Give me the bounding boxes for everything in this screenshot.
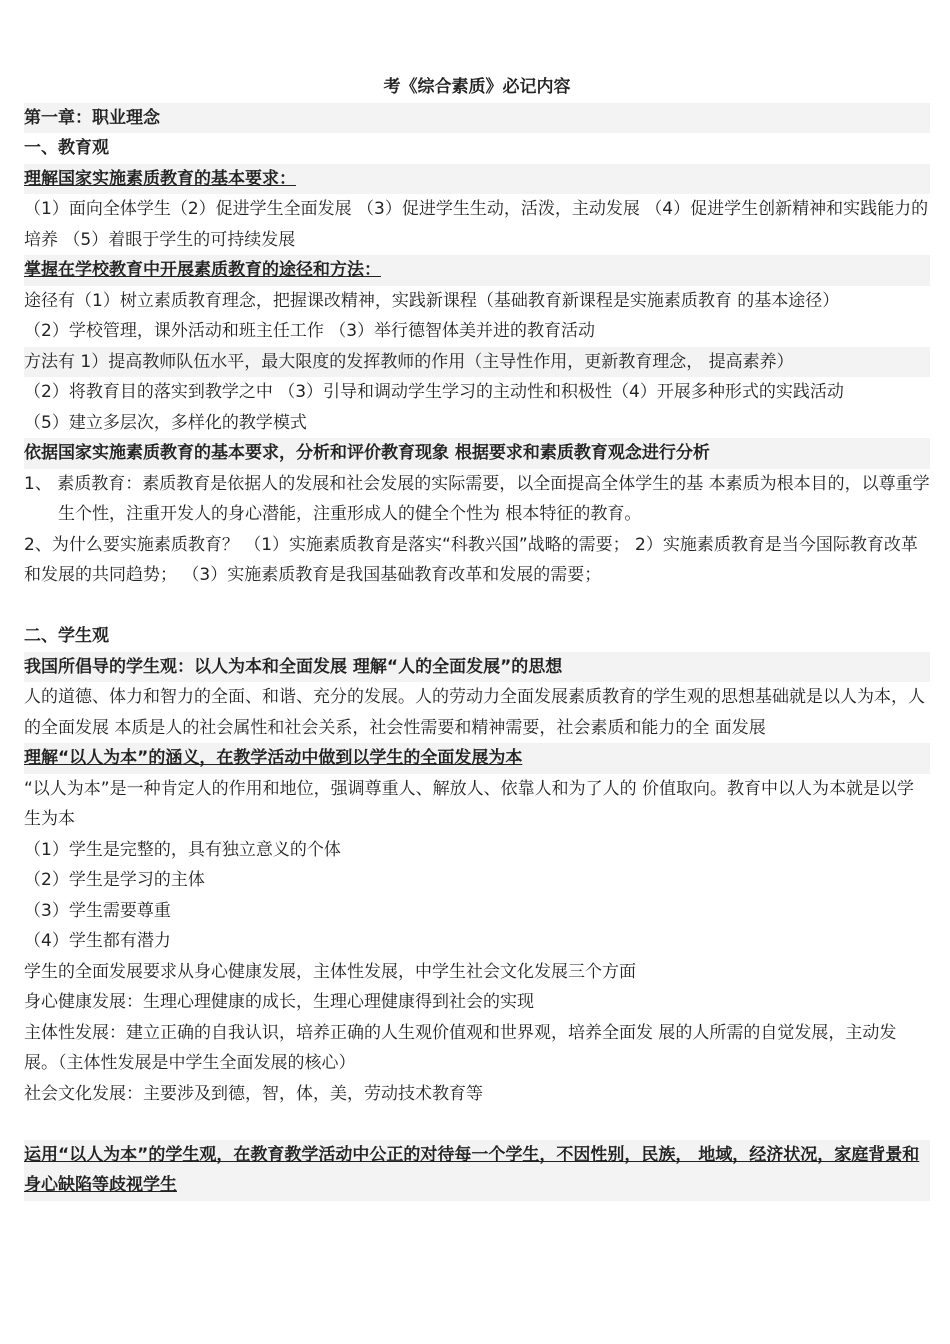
document-title: 考《综合素质》必记内容 [383, 77, 571, 97]
document-body [24, 72, 930, 1201]
paragraph-social-culture: 社会文化发展：主要涉及到德，智，体，美，劳动技术教育等 [24, 1083, 483, 1104]
subheading-fair-treatment: 运用“以人为本”的学生观，在教育教学活动中公正的对待每一个学生，不因性别，民族， 地域，经济状况，家庭背景和身心缺陷等歧视学生 [24, 1140, 930, 1201]
section-heading-student: 二、学生观 [24, 626, 109, 646]
paragraph-ways-2: （2）学校管理，课外活动和班主任工作 （3）举行德智体美并进的教育活动 [24, 321, 596, 341]
list-item-point-2: （2）学生是学习的主体 [24, 870, 205, 890]
list-item-point-4: （4）学生都有潜力 [24, 931, 171, 951]
paragraph-all-round-development: 人的道德、体力和智力的全面、和谐、充分的发展。人的劳动力全面发展素质教育的学生观的思想基础就是以人为本，人的全面发展 本质是人的社会属性和社会关系，社会性需要和精神需要，社会素质和能力的全 面发展 [24, 687, 925, 738]
paragraph-methods-2: （2）将教育目的落实到教学之中 （3）引导和调动学生学习的主动性和积极性（4）开展多种形式的实践活动 [24, 382, 844, 402]
subheading-analysis: 依据国家实施素质教育的基本要求，分析和评价教育现象 根据要求和素质教育观念进行分析 [24, 438, 930, 469]
list-item-point-3: （3）学生需要尊重 [24, 900, 171, 921]
subheading-ways-methods: 掌握在学校教育中开展素质教育的途径和方法： [24, 255, 930, 286]
paragraph-methods-1: 方法有 1）提高教师队伍水平，最大限度的发挥教师的作用（主导性作用，更新教育理念， 提高素养） [24, 347, 930, 378]
paragraph-basic-requirements: （1）面向全体学生（2）促进学生全面发展 （3）促进学生生动，活泼，主动发展 （4）促进学生创新精神和实践能力的培养 （5）着眼于学生的可持续发展 [24, 199, 929, 250]
paragraph-methods-3: （5）建立多层次，多样化的教学模式 [24, 412, 307, 433]
list-item-quality-education: 1、 素质教育：素质教育是依据人的发展和社会发展的实际需要，以全面提高全体学生的基 本素质为根本目的，以尊重学生个性，注重开发人的身心潜能，注重形成人的健全个性为 根本特征的教育。 [24, 473, 930, 524]
blank-line [24, 591, 930, 622]
chapter-heading: 第一章：职业理念 [24, 103, 930, 134]
list-item-point-1: （1）学生是完整的，具有独立意义的个体 [24, 839, 341, 860]
paragraph-development-aspects: 学生的全面发展要求从身心健康发展，主体性发展，中学生社会文化发展三个方面 [24, 961, 636, 982]
list-item-why-quality-education: 2、为什么要实施素质教育？ （1）实施素质教育是落实“科教兴国”战略的需要； 2）实施素质教育是当今国际教育改革和发展的共同趋势； （3）实施素质教育是我国基础教育改革和发展的需要； [24, 534, 918, 585]
subheading-basic-requirements: 理解国家实施素质教育的基本要求： [24, 164, 930, 195]
section-heading-education: 一、教育观 [24, 138, 109, 158]
paragraph-subjectivity: 主体性发展：建立正确的自我认识，培养正确的人生观价值观和世界观，培养全面发 展的人所需的自觉发展，主动发展。（主体性发展是中学生全面发展的核心） [24, 1022, 897, 1073]
subheading-student-view: 我国所倡导的学生观：以人为本和全面发展 理解“人的全面发展”的思想 [24, 652, 930, 683]
blank-line [24, 1109, 930, 1140]
paragraph-physical-mental: 身心健康发展：生理心理健康的成长，生理心理健康得到社会的实现 [24, 992, 534, 1012]
paragraph-ways-1: 途径有（1）树立素质教育理念，把握课改精神，实践新课程（基础教育新课程是实施素质教育 的基本途径） [24, 290, 840, 311]
subheading-people-oriented: 理解“以人为本”的涵义，在教学活动中做到以学生的全面发展为本 [24, 743, 930, 774]
paragraph-people-oriented: “以人为本”是一种肯定人的作用和地位，强调尊重人、解放人、依靠人和为了人的 价值取向。教育中以人为本就是以学生为本 [24, 778, 915, 829]
